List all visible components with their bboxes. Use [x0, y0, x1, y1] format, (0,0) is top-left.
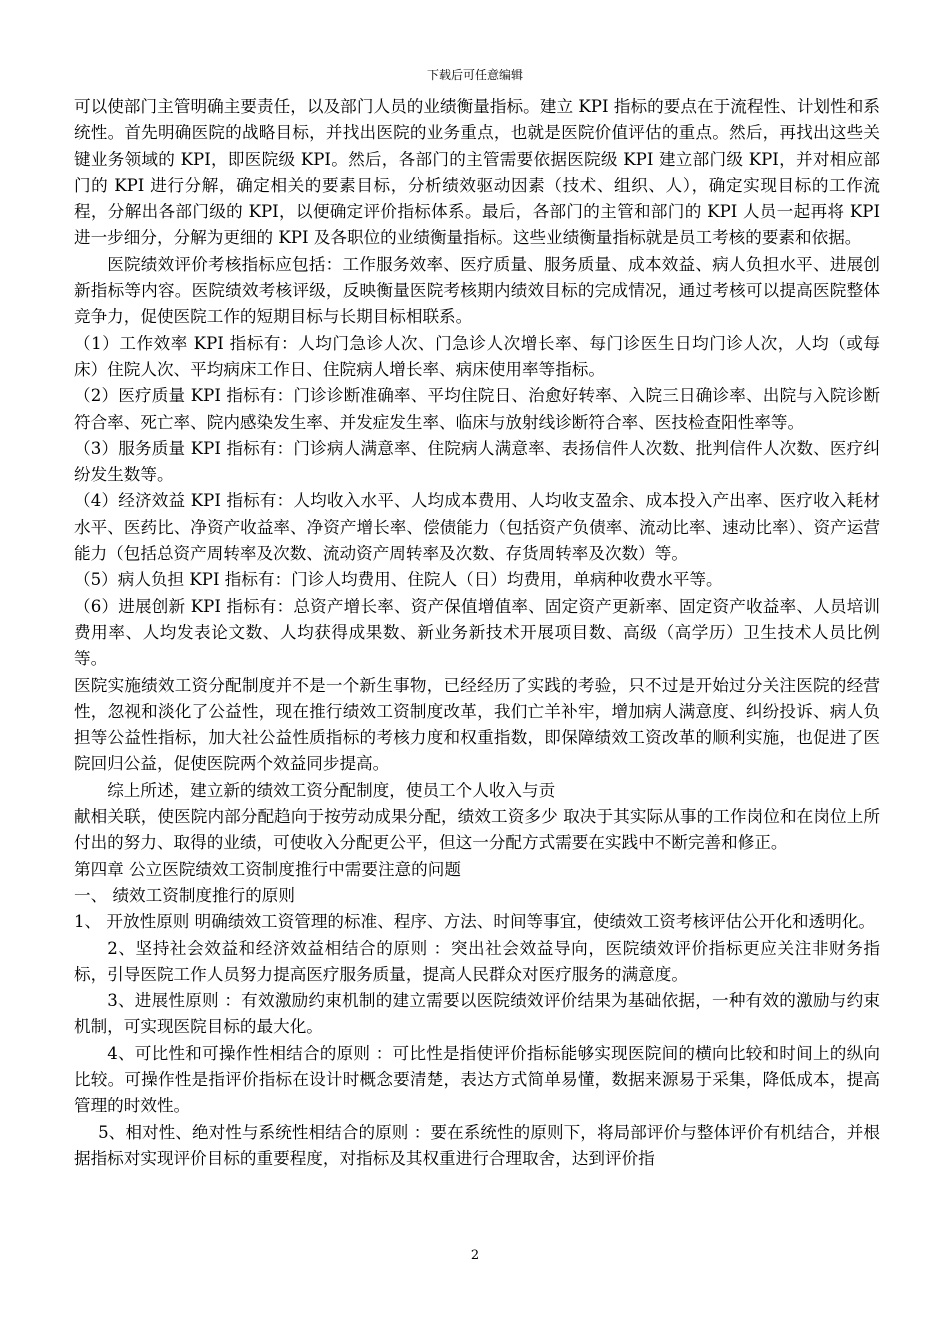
- principle-comparability: 4、可比性和可操作性相结合的原则 ：可比性是指使评价指标能够实现医院间的横向比较和时间上的纵向比较。可操作性是指评价指标在设计时概念要清楚，表达方式简单易懂，数据来源易于采集，降低成本，提高管理的时效性。: [74, 1043, 880, 1116]
- chapter-heading: 第四章 公立医院绩效工资制度推行中需要注意的问题: [74, 859, 461, 879]
- principle-openness: 1、 开放性原则 明确绩效工资管理的标准、程序、方法、时间等事宜，使绩效工资考核评估公开化和透明化。: [74, 912, 876, 932]
- page-header: 下载后可任意编辑: [426, 68, 523, 82]
- paragraph-evaluation-indicators: 医院绩效评价考核指标应包括：工作服务效率、医疗质量、服务质量、成本效益、病人负担水平、进展创新指标等内容。医院绩效考核评级，反映衡量医院考核期内绩效目标的完成情况，通过考核可以提高医院整体竞争力，促使医院工作的短期目标与长期目标相联系。: [74, 254, 880, 327]
- list-item-innovation: （6）进展创新 KPI 指标有：总资产增长率、资产保值增值率、固定资产更新率、固定资产收益率、人员培训费用率、人均发表论文数、人均获得成果数、新业务新技术开展项目数、高级（高学历）卫生技术人员比例等。: [74, 596, 880, 669]
- document-body: [74, 94, 880, 1172]
- paragraph-kpi-intro: 可以使部门主管明确主要责任，以及部门人员的业绩衡量指标。建立 KPI 指标的要点在于流程性、计划性和系统性。首先明确医院的战略目标，并找出医院的业务重点，也就是医院价值评估的重点。然后，再找出这些关键业务领域的 KPI，即医院级 KPI。然后，各部门的主管需要依据医院级 KPI 建立部门级 KPI，并对相应部门的 KPI 进行分解，确定相关的要素目标，分析绩效驱动因素（技术、组织、人），确定实现目标的工作流程，分解出各部门级的 KPI，以便确定评价指标体系。最后，各部门的主管和部门的 KPI 人员一起再将 KPI 进一步细分，分解为更细的 KPI 及各职位的业绩衡量指标。这些业绩衡量指标就是员工考核的要素和依据。: [74, 97, 880, 248]
- principle-progress: 3、进展性原则 ：有效激励约束机制的建立需要以医院绩效评价结果为基础依据，一种有效的激励与约束机制，可实现医院目标的最大化。: [74, 991, 880, 1037]
- list-item-medical-quality: （2）医疗质量 KPI 指标有：门诊诊断准确率、平均住院日、治愈好转率、入院三日确诊率、出院与入院诊断符合率、死亡率、院内感染发生率、并发症发生率、临床与放射线诊断符合率、医技检查阳性率等。: [74, 386, 880, 432]
- paragraph-summary-first-line: 综上所述，建立新的绩效工资分配制度，使员工个人收入与贡: [107, 780, 556, 800]
- paragraph-performance-pay: 医院实施绩效工资分配制度并不是一个新生事物，已经经历了实践的考验，只不过是开始过分关注医院的经营性，忽视和淡化了公益性，现在推行绩效工资制度改革，我们亡羊补牢，增加病人满意度、纠纷投诉、病人负担等公益性指标，加大社公益性质指标的考核力度和权重指数，即保障绩效工资改革的顺利实施，也促进了医院回归公益，促使医院两个效益同步提高。: [74, 675, 880, 774]
- list-item-service-quality: （3）服务质量 KPI 指标有：门诊病人满意率、住院病人满意率、表扬信件人次数、批判信件人次数、医疗纠纷发生数等。: [74, 438, 880, 485]
- list-item-work-efficiency: （1）工作效率 KPI 指标有：人均门急诊人次、门急诊人次增长率、每门诊医生日均门诊人次，人均（或每床）住院人次、平均病床工作日、住院病人增长率、病床使用率等指标。: [74, 333, 880, 379]
- list-item-patient-burden: （5）病人负担 KPI 指标有：门诊人均费用、住院人（日）均费用，单病种收费水平等。: [74, 570, 723, 590]
- list-item-economic-benefit: （4）经济效益 KPI 指标有：人均收入水平、人均成本费用、人均收支盈余、成本投入产出率、医疗收入耗材水平、医药比、净资产收益率、净资产增长率、偿债能力（包括资产负债率、流动比率、速动比率）、资产运营能力（包括总资产周转率及次数、流动资产周转率及次数、存货周转率及次数）等。: [74, 491, 880, 564]
- principle-relativity: 5、相对性、绝对性与系统性相结合的原则 ：要在系统性的原则下，将局部评价与整体评价有机结合，并根据指标对实现评价目标的重要程度，对指标及其权重进行合理取舍，达到评价指: [74, 1122, 880, 1168]
- page-number: 2: [470, 1248, 480, 1263]
- principle-social-economic: 2、坚持社会效益和经济效益相结合的原则 ：突出社会效益导向，医院绩效评价指标更应关注非财务指标，引导医院工作人员努力提高医疗服务质量，提高人民群众对医疗服务的满意度。: [74, 938, 880, 984]
- paragraph-summary-continued: 献相关联，使医院内部分配趋向于按劳动成果分配，绩效工资多少 取决于其实际从事的工作岗位和在岗位上所付出的努力、取得的业绩，可使收入分配更公平，但这一分配方式需要在实践中不断完善和修正。: [74, 807, 880, 853]
- section-heading: 一、 绩效工资制度推行的原则: [74, 885, 295, 905]
